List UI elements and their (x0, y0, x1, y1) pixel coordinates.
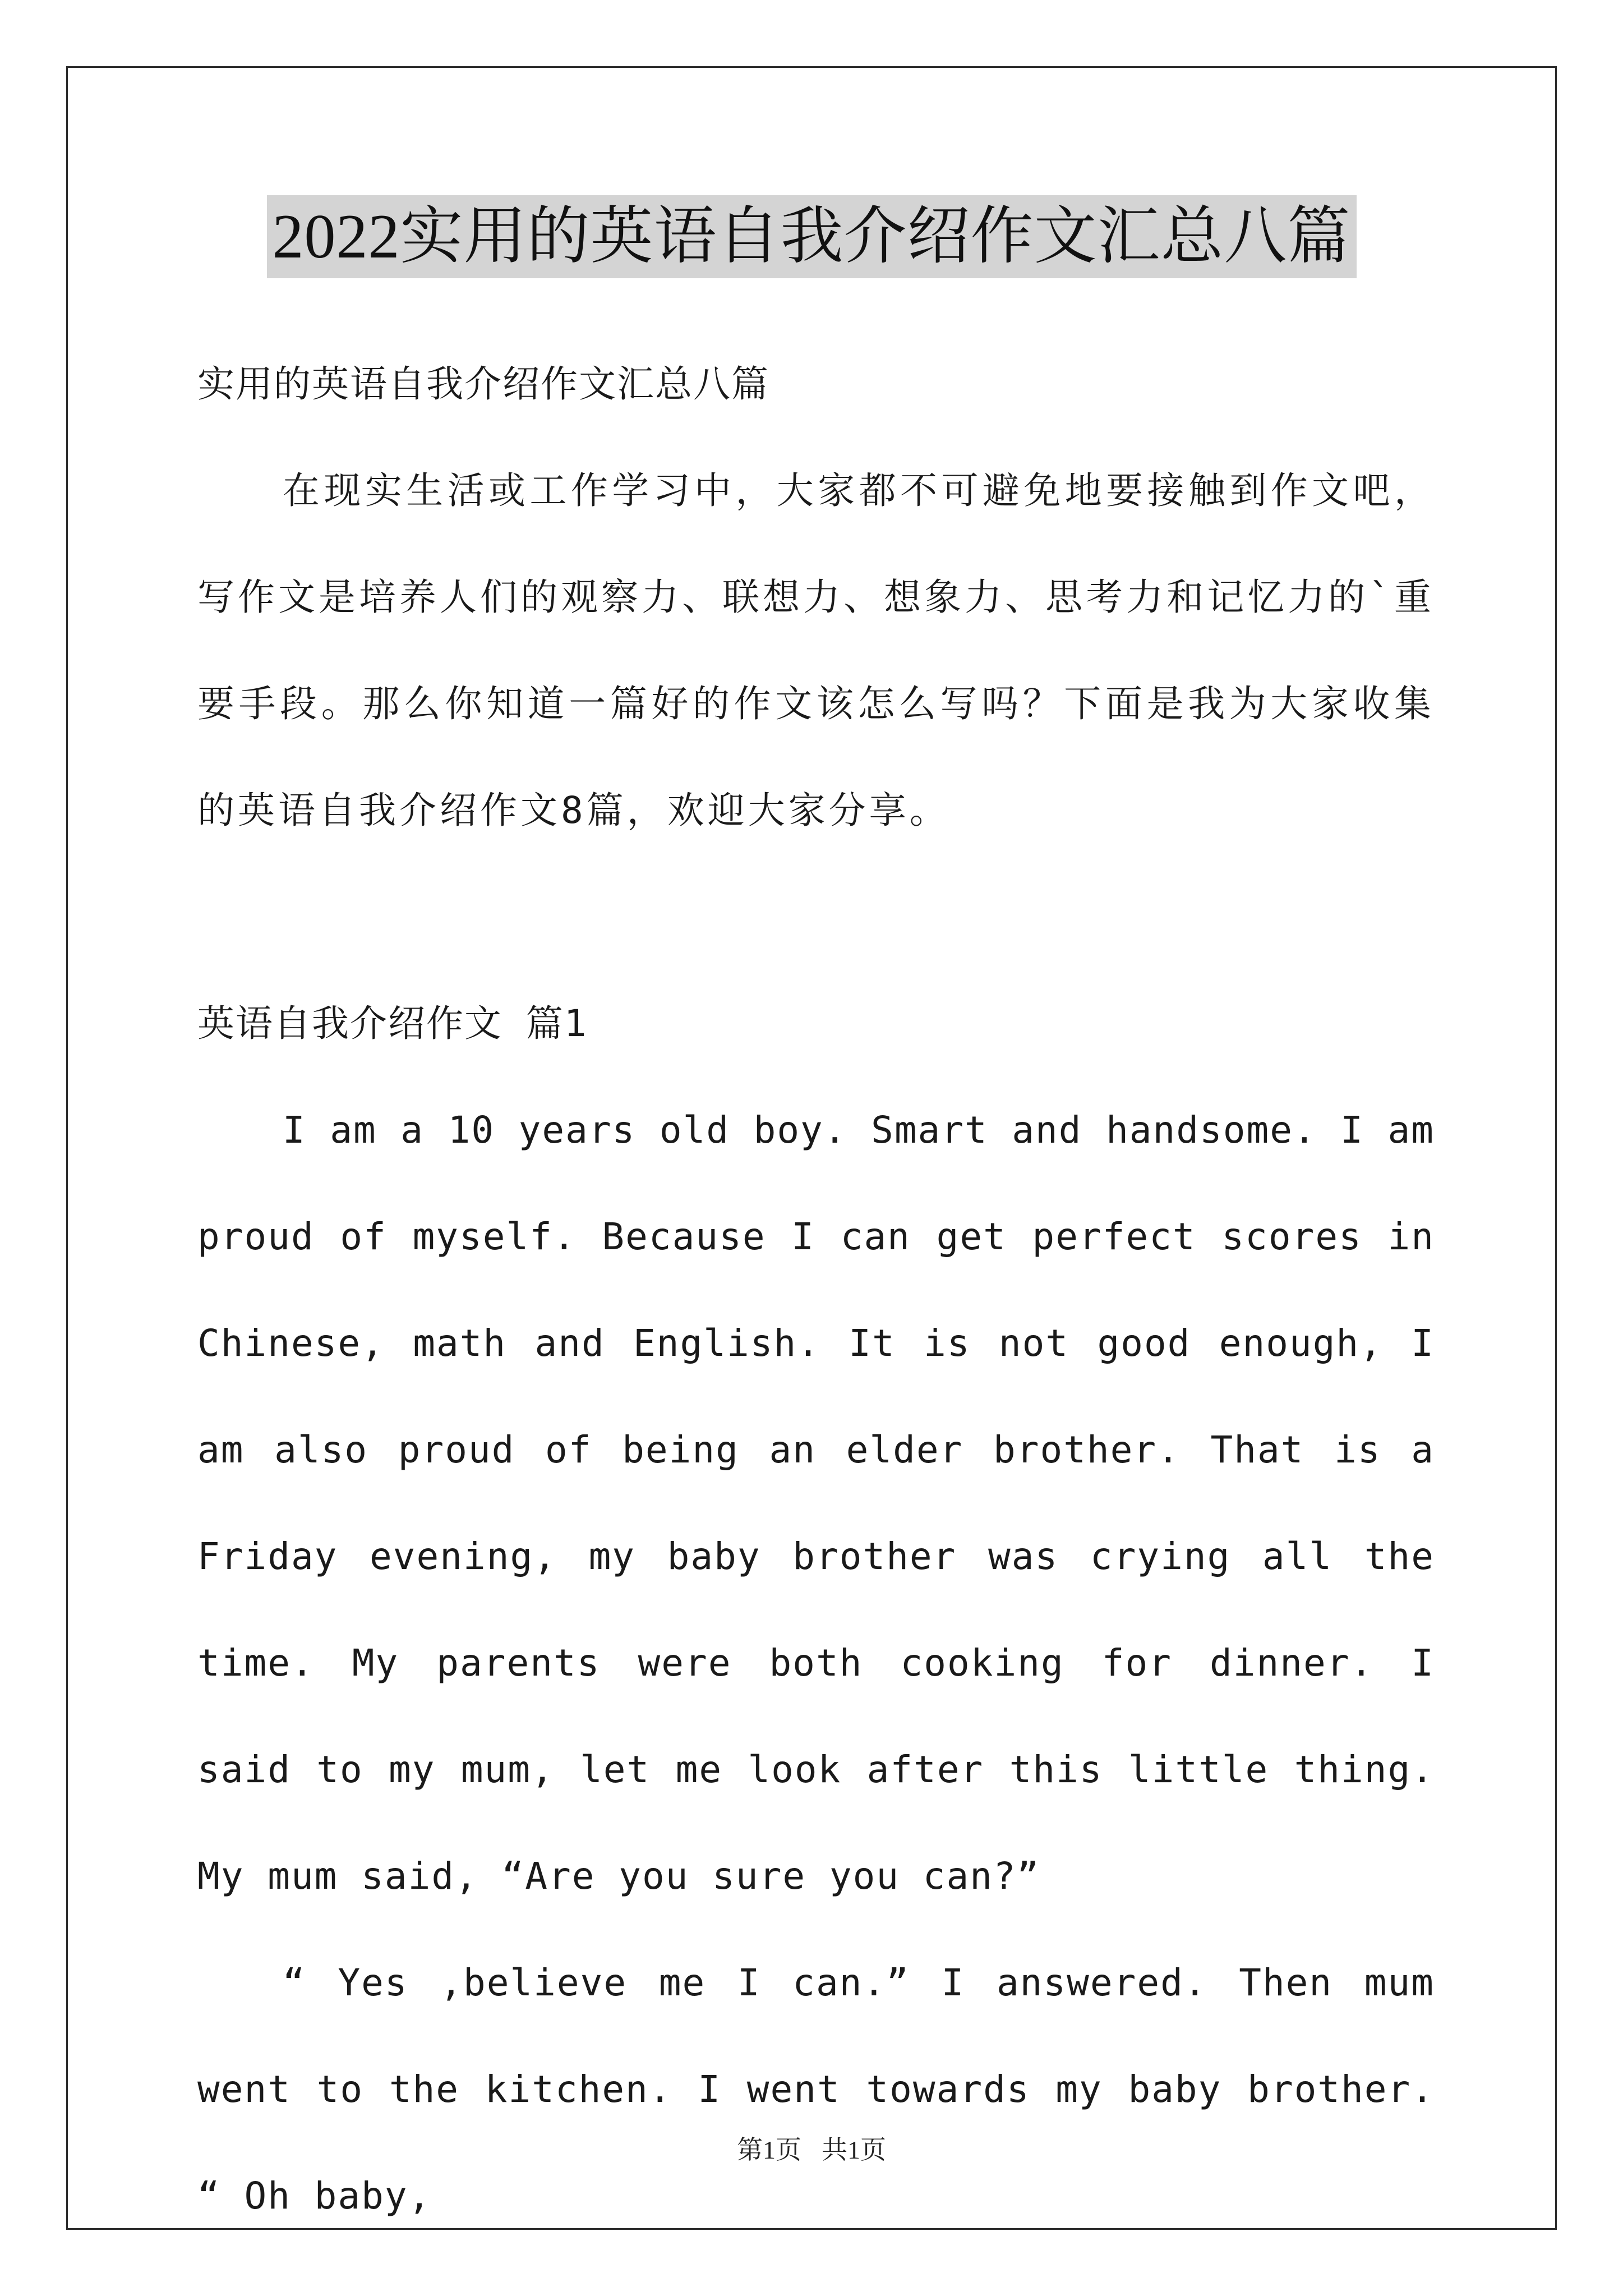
document-title: 2022实用的英语自我介绍作文汇总八篇 (267, 195, 1357, 278)
document-body (197, 331, 1435, 2249)
page-number: 第1页 (737, 2136, 801, 2164)
title-container (0, 195, 1623, 278)
section-spacer (197, 864, 1435, 970)
page-footer (0, 2129, 1623, 2166)
section-heading: 英语自我介绍作文 篇1 (197, 1002, 588, 1045)
page-total: 共1页 (822, 2136, 886, 2164)
document-subtitle: 实用的英语自我介绍作文汇总八篇 (197, 362, 769, 406)
section-paragraph-2: “ Yes ,believe me I can.” I answered. Then mum went to the kitchen. I went towards my baby brother. “ Oh baby, (197, 1961, 1435, 2217)
section-paragraph-1: I am a 10 years old boy. Smart and handsome. I am proud of myself. Because I can get perfect scores in Chinese, math and English. It is not good enough, I am also proud of being an elder brother. That is a Friday evening, my baby brother was crying all the time. My parents were both cooking for dinner. I said to my mum, let me look after this little thing. My mum said, “Are you sure you can?” (197, 1108, 1435, 1898)
intro-paragraph: 在现实生活或工作学习中，大家都不可避免地要接触到作文吧，写作文是培养人们的观察力、联想力、想象力、思考力和记忆力的`重要手段。那么你知道一篇好的作文该怎么写吗？下面是我为大家收集的英语自我介绍作文8篇，欢迎大家分享。 (197, 469, 1435, 832)
